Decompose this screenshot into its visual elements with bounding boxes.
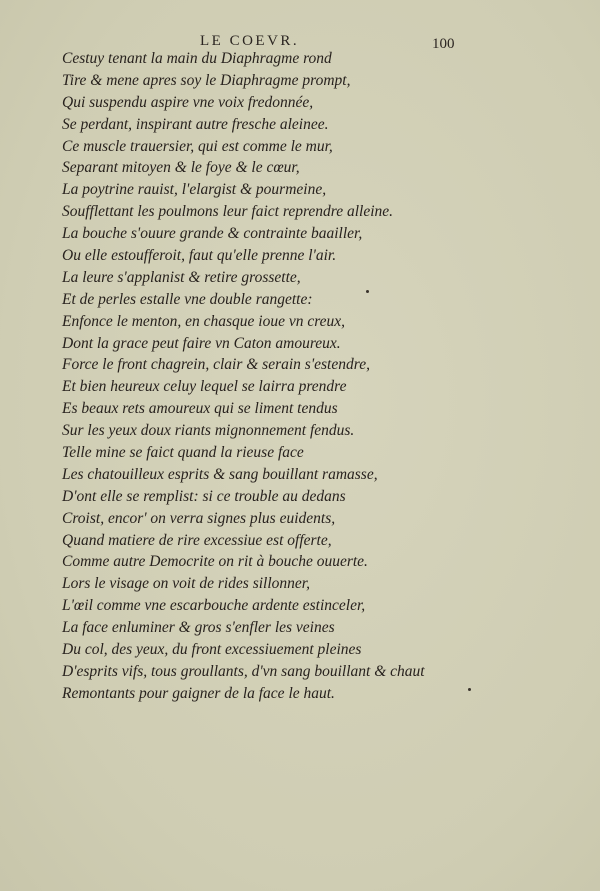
verse-line: Comme autre Democrite on rit à bouche ouuerte.	[62, 553, 368, 571]
verse-line: Tire & mene apres soy le Diaphragme prompt,	[62, 71, 351, 89]
ink-speck	[366, 290, 369, 293]
verse-line: Quand matiere de rire excessiue est offerte,	[62, 531, 332, 549]
verse-line: D'esprits vifs, tous groullants, d'vn sang bouillant & chaut	[62, 662, 425, 680]
verse-line: Croist, encor' on verra signes plus euidents,	[62, 509, 336, 527]
verse-line: L'œil comme vne escarbouche ardente estinceler,	[62, 597, 366, 615]
verse-line: D'ont elle se remplist: si ce trouble au dedans	[62, 487, 346, 505]
verse-line: Se perdant, inspirant autre fresche aleinee.	[62, 115, 329, 133]
verse-line: La bouche s'ouure grande & contrainte baailler,	[62, 225, 363, 243]
verse-line: Force le front chagrein, clair & serain s'estendre,	[62, 356, 370, 374]
verse-line: Enfonce le menton, en chasque ioue vn creux,	[62, 312, 346, 330]
ink-speck	[468, 688, 471, 691]
verse-line: Qui suspendu aspire vne voix fredonnée,	[62, 93, 314, 111]
verse-line: Sur les yeux doux riants mignonnement fendus.	[62, 422, 355, 440]
verse-line: Les chatouilleux esprits & sang bouillant ramasse,	[62, 465, 378, 483]
page-number: 100	[432, 36, 455, 52]
verse-line: Ce muscle trauersier, qui est comme le mur,	[62, 137, 333, 155]
verse-line: Dont la grace peut faire vn Caton amoureux.	[62, 334, 341, 352]
verse-line: Es beaux rets amoureux qui se liment tendus	[62, 400, 338, 418]
verse-line: Du col, des yeux, du front excessiuement pleines	[62, 641, 362, 659]
verse-line: La leure s'applanist & retire grossette,	[62, 268, 301, 286]
verse-line: La face enluminer & gros s'enfler les veines	[62, 619, 335, 637]
verse-line: Lors le visage on voit de rides sillonner,	[62, 575, 310, 593]
verse-line: Ou elle estoufferoit, faut qu'elle prenne l'air.	[62, 247, 337, 265]
verse-line: Remontants pour gaigner de la face le haut.	[62, 684, 335, 702]
verse-line: La poytrine rauist, l'elargist & pourmeine,	[62, 181, 327, 199]
verse-line: Separant mitoyen & le foye & le cœur,	[62, 159, 300, 177]
running-title: LE COEVR.	[200, 33, 300, 49]
verse-line: Soufflettant les poulmons leur faict reprendre alleine.	[62, 203, 394, 221]
verse-block	[62, 48, 482, 705]
verse-line: Telle mine se faict quand la rieuse face	[62, 444, 304, 462]
verse-line: Cestuy tenant la main du Diaphragme rond	[62, 50, 332, 67]
verse-line: Et bien heureux celuy lequel se lairra prendre	[62, 378, 347, 396]
verse-line: Et de perles estalle vne double rangette:	[62, 290, 313, 308]
